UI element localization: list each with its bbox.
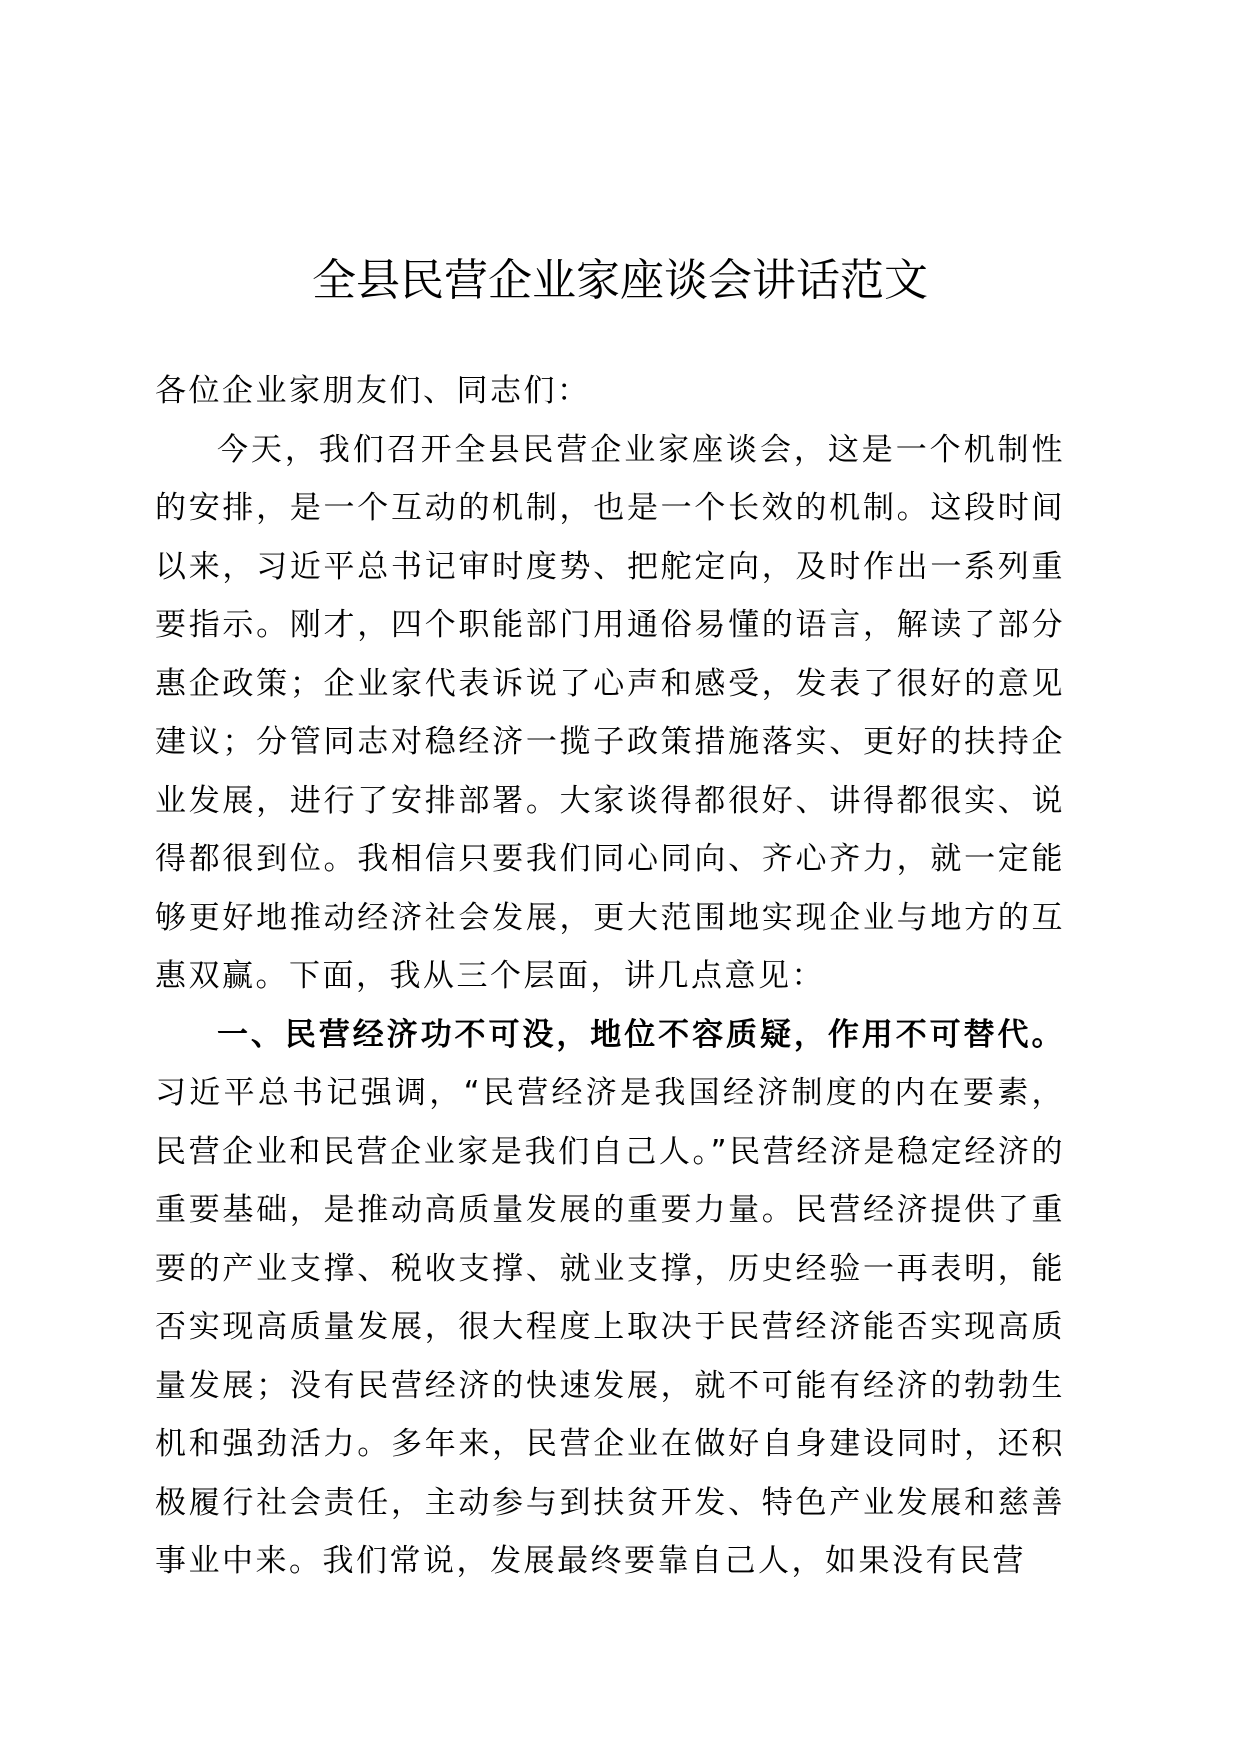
section-1-body: 习近平总书记强调，“民营经济是我国经济制度的内在要素，民营企业和民营企业家是我们自己人。”民营经济是稳定经济的重要基础，是推动高质量发展的重要力量。民营经济提供了重要的产业支撑、税收支撑、就业支撑，历史经验一再表明，能否实现高质量发展，很大程度上取决于民营经济能否实现高质量发展；没有民营经济的快速发展，就不可能有经济的勃勃生机和强劲活力。多年来，民营企业在做好自身建设同时，还积极履行社会责任，主动参与到扶贫开发、特色产业发展和慈善事业中来。我们常说，发展最终要靠自己人，如果没有民营 <box>155 1075 1065 1579</box>
section-1-paragraph <box>155 1006 1065 1591</box>
document-body <box>155 362 1065 1591</box>
document-title: 全县民营企业家座谈会讲话范文 <box>312 255 928 306</box>
section-1-heading: 一、民营经济功不可没，地位不容质疑，作用不可替代。 <box>217 1016 1065 1053</box>
opening-paragraph: 今天，我们召开全县民营企业家座谈会，这是一个机制性的安排，是一个互动的机制，也是一个长效的机制。这段时间以来，习近平总书记审时度势、把舵定向，及时作出一系列重要指示。刚才，四个职能部门用通俗易懂的语言，解读了部分惠企政策；企业家代表诉说了心声和感受，发表了很好的意见建议；分管同志对稳经济一揽子政策措施落实、更好的扶持企业发展，进行了安排部署。大家谈得都很好、讲得都很实、说得都很到位。我相信只要我们同心同向、齐心齐力，就一定能够更好地推动经济社会发展，更大范围地实现企业与地方的互惠双赢。下面，我从三个层面，讲几点意见： <box>155 431 1065 994</box>
salutation: 各位企业家朋友们、同志们： <box>155 373 591 409</box>
